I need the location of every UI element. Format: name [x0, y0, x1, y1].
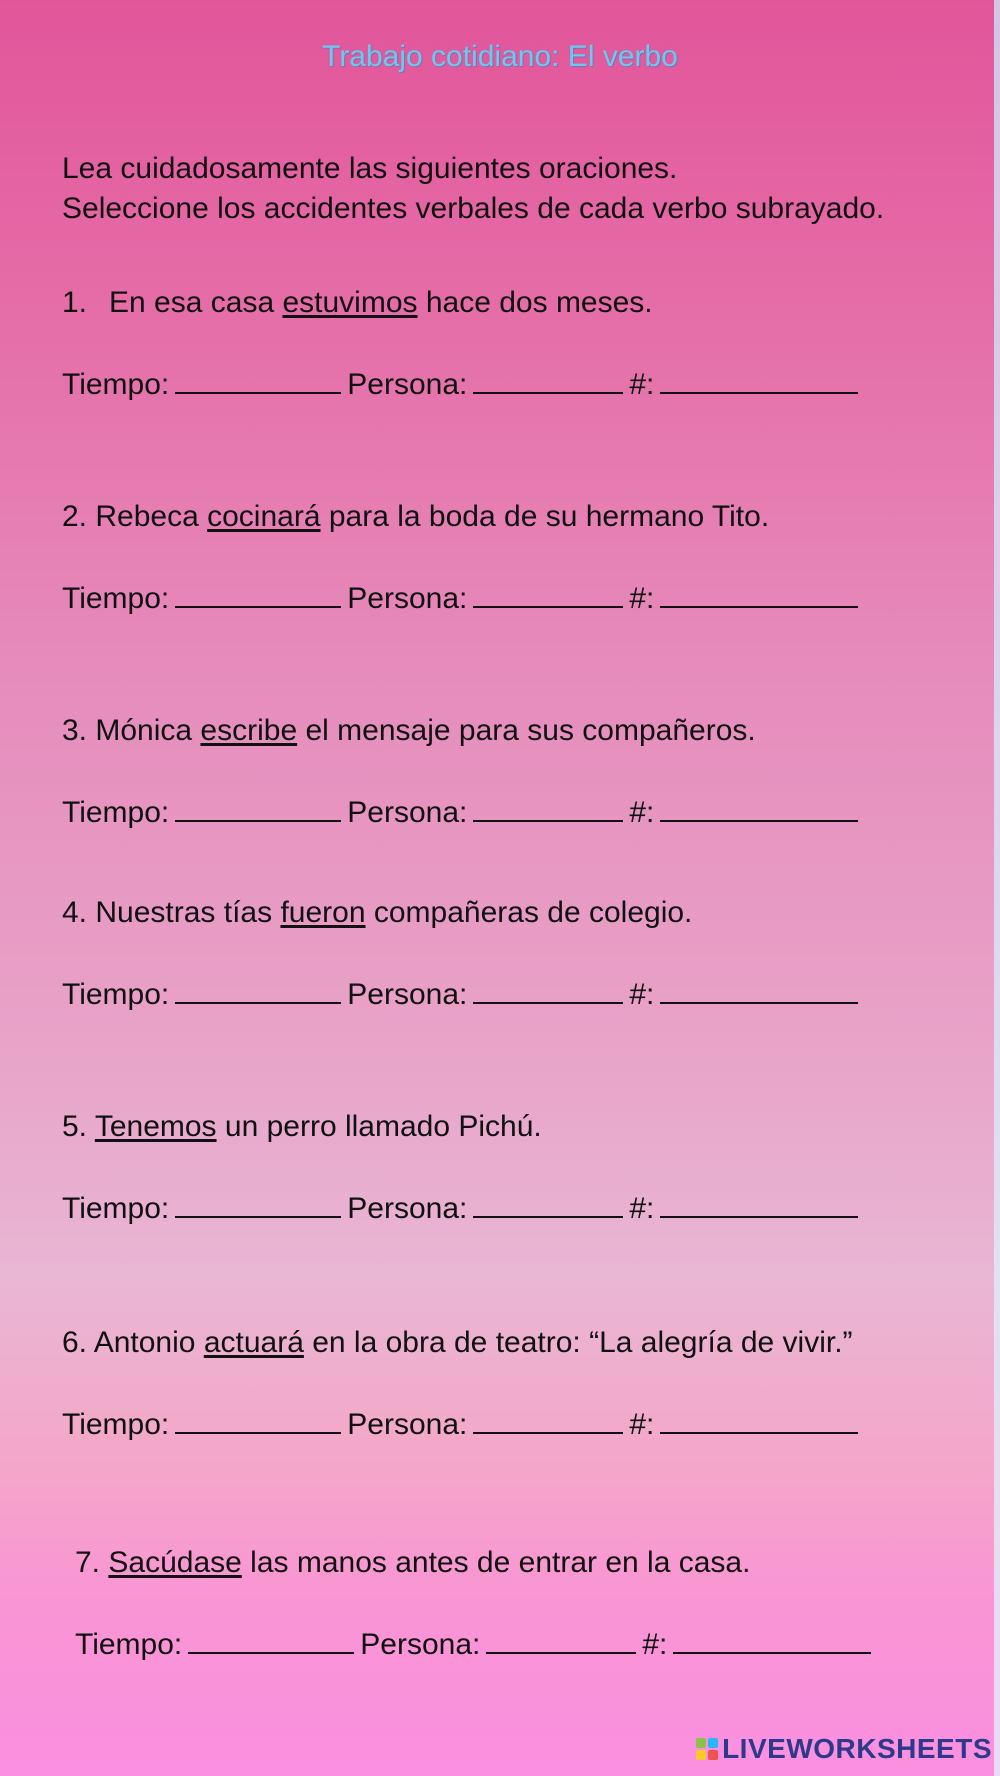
sentence-number: 7.	[75, 1546, 101, 1579]
sentence-text-after: compañeras de colegio.	[365, 896, 693, 929]
tiempo-blank[interactable]	[188, 1626, 354, 1654]
persona-label: Persona:	[347, 1408, 468, 1441]
sentence-text-after: un perro llamado Pichú.	[216, 1110, 542, 1143]
instruction-line-1: Lea cuidadosamente las siguientes oraciones.	[62, 152, 678, 185]
numero-blank[interactable]	[673, 1626, 871, 1654]
numero-blank[interactable]	[660, 794, 858, 822]
sentence-text-after: el mensaje para sus compañeros.	[297, 714, 756, 747]
answer-row-5	[62, 1190, 864, 1226]
numero-blank[interactable]	[660, 1190, 858, 1218]
numero-label: #:	[629, 1192, 655, 1225]
sentence-text-after: para la boda de su hermano Tito.	[320, 500, 770, 533]
page-title: Trabajo cotidiano: El verbo	[322, 40, 678, 73]
tiempo-label: Tiempo:	[62, 368, 170, 401]
sentence-6	[62, 1326, 853, 1360]
tiempo-blank[interactable]	[175, 1406, 341, 1434]
persona-blank[interactable]	[473, 794, 623, 822]
numero-blank[interactable]	[660, 1406, 858, 1434]
liveworksheets-logo-icon	[696, 1738, 718, 1760]
underlined-verb: fueron	[280, 896, 366, 929]
numero-blank[interactable]	[660, 580, 858, 608]
sentence-number: 6.	[62, 1326, 88, 1359]
answer-row-6	[62, 1406, 864, 1442]
sentence-number: 4.	[62, 896, 88, 929]
sentence-text-before: Nuestras tías	[95, 896, 281, 929]
numero-blank[interactable]	[660, 976, 858, 1004]
persona-blank[interactable]	[473, 580, 623, 608]
persona-label: Persona:	[347, 1192, 468, 1225]
liveworksheets-logo	[696, 1732, 992, 1766]
sentence-text-before: En esa casa	[109, 286, 283, 319]
page-edge	[994, 0, 1000, 1776]
tiempo-blank[interactable]	[175, 976, 341, 1004]
numero-label: #:	[629, 368, 655, 401]
sentence-text-before: Rebeca	[95, 500, 208, 533]
persona-blank[interactable]	[486, 1626, 636, 1654]
persona-blank[interactable]	[473, 366, 623, 394]
underlined-verb: actuará	[203, 1326, 304, 1359]
numero-blank[interactable]	[660, 366, 858, 394]
numero-label: #:	[629, 1408, 655, 1441]
tiempo-blank[interactable]	[175, 580, 341, 608]
underlined-verb: cocinará	[207, 500, 321, 533]
tiempo-label: Tiempo:	[75, 1628, 183, 1661]
sentence-number: 3.	[62, 714, 88, 747]
persona-label: Persona:	[347, 582, 468, 615]
tiempo-label: Tiempo:	[62, 1192, 170, 1225]
answer-row-4	[62, 976, 864, 1012]
tiempo-blank[interactable]	[175, 794, 341, 822]
sentence-2	[62, 500, 769, 534]
sentence-4	[62, 896, 692, 930]
persona-label: Persona:	[347, 796, 468, 829]
sentence-number: 2.	[62, 500, 88, 533]
underlined-verb: Sacúdase	[108, 1546, 242, 1579]
sentence-text-after: hace dos meses.	[417, 286, 653, 319]
underlined-verb: Tenemos	[94, 1110, 217, 1143]
answer-row-2	[62, 580, 864, 616]
answer-row-7	[75, 1626, 877, 1662]
answer-row-1	[62, 366, 864, 402]
sentence-3	[62, 714, 756, 748]
persona-label: Persona:	[360, 1628, 481, 1661]
sentence-text-after: las manos antes de entrar en la casa.	[241, 1546, 751, 1579]
answer-row-3	[62, 794, 864, 830]
sentence-7	[75, 1546, 750, 1580]
sentence-1	[62, 286, 653, 320]
tiempo-label: Tiempo:	[62, 1408, 170, 1441]
sentence-text-before: Mónica	[95, 714, 201, 747]
numero-label: #:	[629, 796, 655, 829]
persona-blank[interactable]	[473, 1406, 623, 1434]
numero-label: #:	[629, 978, 655, 1011]
tiempo-blank[interactable]	[175, 1190, 341, 1218]
persona-blank[interactable]	[473, 976, 623, 1004]
instruction-line-2: Seleccione los accidentes verbales de cada verbo subrayado.	[62, 192, 885, 225]
sentence-text-before: Antonio	[93, 1326, 204, 1359]
sentence-text-after: en la obra de teatro: “La alegría de vivir.”	[303, 1326, 853, 1359]
tiempo-label: Tiempo:	[62, 796, 170, 829]
underlined-verb: estuvimos	[282, 286, 418, 319]
tiempo-blank[interactable]	[175, 366, 341, 394]
numero-label: #:	[642, 1628, 668, 1661]
tiempo-label: Tiempo:	[62, 582, 170, 615]
persona-label: Persona:	[347, 978, 468, 1011]
sentence-number: 1.	[62, 286, 88, 319]
sentence-5	[62, 1110, 542, 1144]
underlined-verb: escribe	[200, 714, 298, 747]
tiempo-label: Tiempo:	[62, 978, 170, 1011]
persona-label: Persona:	[347, 368, 468, 401]
numero-label: #:	[629, 582, 655, 615]
sentence-number: 5.	[62, 1110, 88, 1143]
persona-blank[interactable]	[473, 1190, 623, 1218]
logo-text: LIVEWORKSHEETS	[722, 1733, 992, 1764]
